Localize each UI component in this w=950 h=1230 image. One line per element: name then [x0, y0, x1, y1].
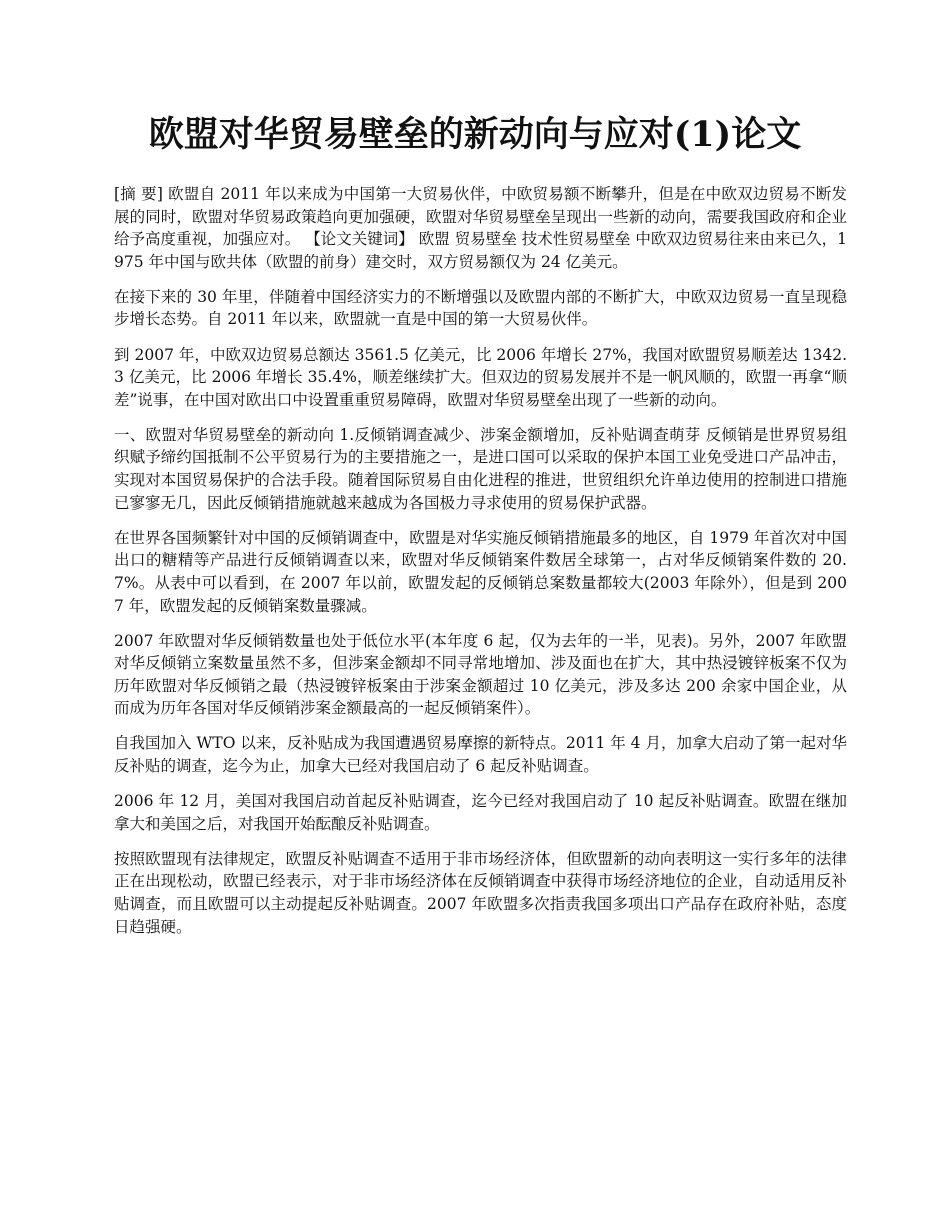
- body-paragraph: 2007 年欧盟对华反倾销数量也处于低位水平(本年度 6 起，仅为去年的一半，见表)。另外，2007 年欧盟对华反倾销立案数量虽然不多，但涉案金额却不同寻常地增加、涉及面也在扩大，其中热浸镀锌板案不仅为历年欧盟对华反倾销之最（热浸镀锌板案由于涉案金额超过 10 亿美元，涉及多达 200 余家中国企业，从而成为历年各国对华反倾销涉案金额最高的一起反倾销案件）。: [114, 631, 847, 718]
- body-paragraph: 2006 年 12 月，美国对我国启动首起反补贴调查，迄今已经对我国启动了 10 起反补贴调查。欧盟在继加拿大和美国之后，对我国开始酝酿反补贴调查。: [114, 792, 847, 833]
- body-paragraph: 自我国加入 WTO 以来，反补贴成为我国遭遇贸易摩擦的新特点。2011 年 4 月，加拿大启动了第一起对华反补贴的调查，迄今为止，加拿大已经对我国启动了 6 起反补贴调查。: [114, 734, 847, 776]
- body-paragraph: 在接下来的 30 年里，伴随着中国经济实力的不断增强以及欧盟内部的不断扩大，中欧双边贸易一直呈现稳步增长态势。自 2011 年以来，欧盟就一直是中国的第一大贸易伙伴。: [114, 287, 847, 329]
- document-title: 欧盟对华贸易壁垒的新动向与应对(1)论文: [148, 114, 802, 155]
- abstract-paragraph: [摘 要] 欧盟自 2011 年以来成为中国第一大贸易伙伴，中欧贸易额不断攀升，但是在中欧双边贸易不断发展的同时，欧盟对华贸易政策趋向更加强硬，欧盟对华贸易壁垒呈现出一些新的动向，需要我国政府和企业给予高度重视，加强应对。 【论文关键词】 欧盟 贸易壁垒 技术性贸易壁垒 中欧双边贸易往来由来已久，1975 年中国与欧共体（欧盟的前身）建交时，双方贸易额仅为 24 亿美元。: [114, 185, 848, 271]
- body-paragraph: 到 2007 年，中欧双边贸易总额达 3561.5 亿美元，比 2006 年增长 27%，我国对欧盟贸易顺差达 1342.3 亿美元，比 2006 年增长 35.4%，顺差继续扩大。但双边的贸易发展并不是一帆风顺的，欧盟一再拿“顺差”说事，在中国对欧出口中设置重重贸易障碍，欧盟对华贸易壁垒出现了一些新的动向。: [114, 345, 847, 409]
- body-paragraph: 在世界各国频繁针对中国的反倾销调查中，欧盟是对华实施反倾销措施最多的地区，自 1979 年首次对中国出口的糖精等产品进行反倾销调查以来，欧盟对华反倾销案件数居全球第一，占对华反倾销案件数的 20.7%。从表中可以看到，在 2007 年以前，欧盟发起的反倾销总案数量都较大(2003 年除外），但是到 2007 年，欧盟发起的反倾销案数量骤减。: [114, 528, 847, 615]
- document-body: [114, 183, 847, 951]
- body-paragraph: 按照欧盟现有法律规定，欧盟反补贴调查不适用于非市场经济体，但欧盟新的动向表明这一实行多年的法律正在出现松动，欧盟已经表示，对于非市场经济体在反倾销调查中获得市场经济地位的企业，自动适用反补贴调查，而且欧盟可以主动提起反补贴调查。2007 年欧盟多次指责我国多项出口产品存在政府补贴，态度日趋强硬。: [114, 849, 847, 936]
- section-paragraph: 一、欧盟对华贸易壁垒的新动向 1.反倾销调查减少、涉案金额增加，反补贴调查萌芽 反倾销是世界贸易组织赋予缔约国抵制不公平贸易行为的主要措施之一，是进口国可以采取的保护本国工业免受进口产品冲击，实现对本国贸易保护的合法手段。随着国际贸易自由化进程的推进，世贸组织允许单边使用的控制进口措施已寥寥无几，因此反倾销措施就越来越成为各国极力寻求使用的贸易保护武器。: [114, 425, 847, 512]
